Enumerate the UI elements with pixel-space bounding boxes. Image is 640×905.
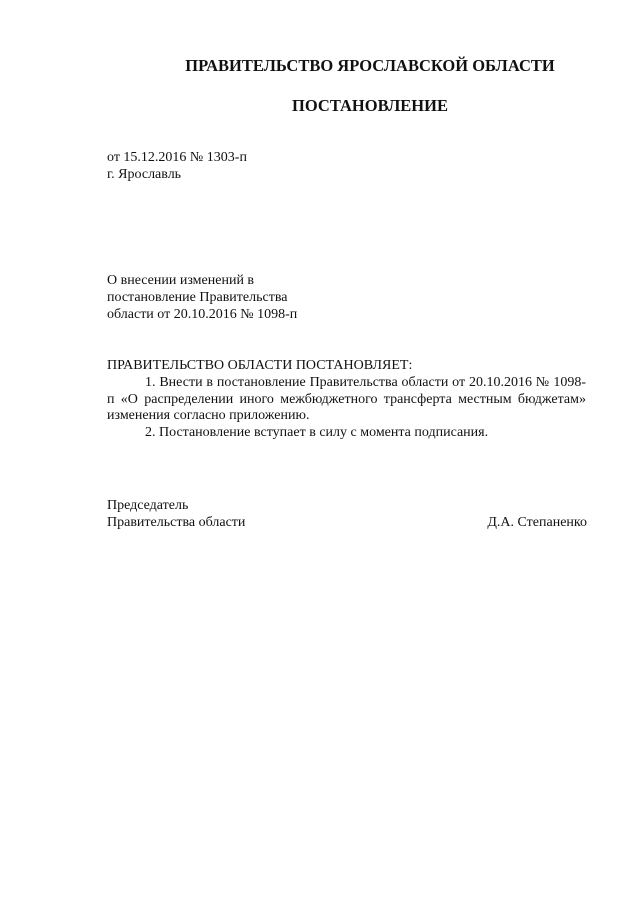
subject-line: О внесении изменений в: [107, 273, 255, 288]
document-city: г. Ярославль: [107, 167, 182, 182]
signer-position-line1: Председатель: [107, 498, 189, 513]
document-date-number: от 15.12.2016 № 1303-п: [107, 150, 247, 165]
signer-position-line2: Правительства области: [107, 515, 246, 530]
signer-name: Д.А. Степаненко: [487, 515, 587, 530]
document-type: ПОСТАНОВЛЕНИЕ: [292, 96, 448, 115]
government-title: ПРАВИТЕЛЬСТВО ЯРОСЛАВСКОЙ ОБЛАСТИ: [185, 56, 555, 75]
decree-paragraph-1: 1. Внести в постановление Правительства области от 20.10.2016 № 1098-п «О распределении иного межбюджетного трансферта местным бюджетам» изменения согласно приложению.: [107, 375, 586, 423]
document-subject: [107, 272, 297, 323]
signature-block: [107, 497, 587, 531]
subject-line: постановление Правительства: [107, 290, 288, 305]
subject-line: области от 20.10.2016 № 1098-п: [107, 307, 298, 322]
decree-paragraph-2: 2. Постановление вступает в силу с момента подписания.: [145, 424, 489, 440]
decree-body: [107, 375, 586, 441]
decree-heading: ПРАВИТЕЛЬСТВО ОБЛАСТИ ПОСТАНОВЛЯЕТ:: [107, 358, 413, 373]
